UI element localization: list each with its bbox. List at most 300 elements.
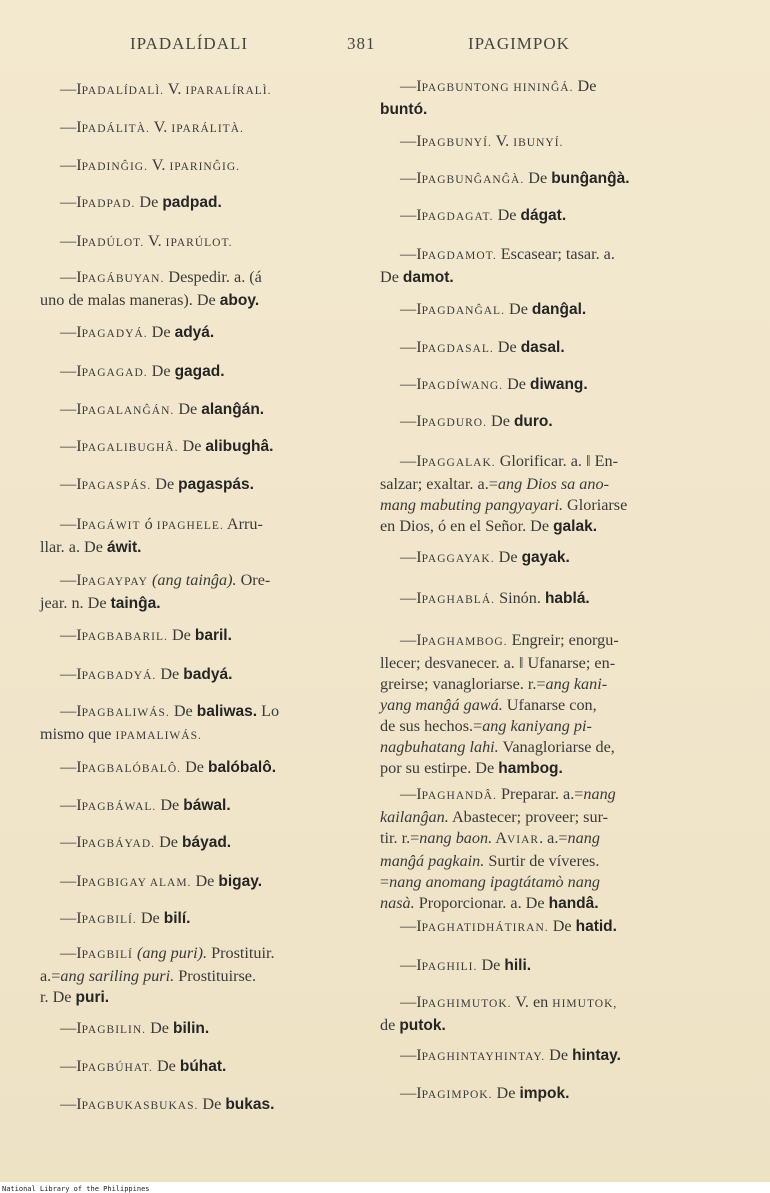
example-phrase: nagbuhatang lahi. [380, 738, 499, 756]
entry-text: De [573, 77, 597, 95]
entry-text: —I [400, 785, 422, 803]
dictionary-entry [380, 244, 686, 288]
dictionary-entry [40, 701, 358, 747]
dictionary-entry [40, 361, 358, 384]
dictionary-entry [40, 231, 358, 254]
entry-text: Ufanarse con, [502, 696, 597, 714]
entry-text: —I [60, 1095, 82, 1113]
dictionary-entry [380, 205, 686, 228]
entry-text: en Dios, ó en el Señor. De [380, 517, 554, 535]
entry-text: —I [400, 956, 422, 974]
headword-smallcaps: PAGAYPAY [81, 576, 148, 588]
entry-text: —I [60, 796, 82, 814]
root-word: badyá. [183, 666, 233, 683]
example-phrase: yang manĝá gawá. [380, 696, 503, 714]
dictionary-entry [40, 664, 358, 687]
example-phrase: mang mabuting pangyayari. [380, 496, 563, 514]
headword-smallcaps: PAGDANĜAL. [421, 305, 505, 317]
entry-text: De [380, 268, 403, 286]
entry-text: —I [60, 1019, 82, 1037]
entry-line [380, 1083, 686, 1106]
example-phrase: nasà. [380, 894, 415, 912]
entry-line [380, 1015, 686, 1036]
entry-line [40, 399, 358, 422]
headword-smallcaps: PADPAD. [81, 198, 136, 210]
entry-text: —I [60, 1057, 82, 1075]
entry-text: De [487, 412, 514, 430]
example-phrase: kailanĝan. [380, 808, 449, 826]
headword-smallcaps: PAGHAMBOG. [421, 636, 508, 648]
entry-text: Escasear; tasar. a. [496, 245, 615, 263]
root-word: bilin. [173, 1020, 210, 1037]
entry-text: De [504, 300, 532, 318]
entry-text: De [181, 758, 208, 776]
entry-text: De [135, 193, 163, 211]
dictionary-entry [40, 117, 358, 140]
entry-text: —I [60, 515, 82, 533]
root-word: áwit. [106, 539, 142, 556]
entry-text: uno de malas maneras). De [40, 291, 220, 309]
dictionary-entry [40, 871, 358, 894]
example-phrase: ang Dios sa ano- [497, 475, 609, 493]
headword-smallcaps: PADÁLITÀ. [81, 123, 150, 135]
entry-text: —I [400, 132, 422, 150]
entry-text: —I [60, 323, 82, 341]
root-word: diwang. [530, 376, 588, 393]
entry-text: De [191, 872, 219, 890]
entry-text: —I [60, 437, 82, 455]
entry-line [380, 893, 686, 914]
entry-line [40, 155, 358, 178]
root-word: putok. [399, 1017, 446, 1034]
entry-text: —I [60, 232, 82, 250]
root-word: dágat. [520, 207, 567, 224]
entry-line [380, 828, 686, 851]
headword-smallcaps: PAGHATIDHÁTIRAN. [421, 922, 549, 934]
entry-line [380, 784, 686, 807]
headword-smallcaps: IPARÚLOT. [165, 237, 233, 249]
entry-text: Lo [257, 702, 280, 720]
root-word: adyá. [174, 324, 215, 341]
dictionary-entry [40, 795, 358, 818]
root-word: pagaspás. [178, 476, 254, 493]
headword-smallcaps: PAGBUNĜANĜÀ. [421, 174, 525, 186]
root-word: impok. [519, 1085, 570, 1102]
entry-line [380, 807, 686, 828]
dictionary-entry [40, 832, 358, 855]
root-word: aboy. [219, 292, 260, 309]
entry-text: V. [149, 118, 172, 136]
dictionary-entry [40, 625, 358, 648]
entry-line [40, 537, 358, 558]
entry-line [380, 516, 686, 537]
entry-text: V. [147, 156, 170, 174]
headword-smallcaps: PAGBADYÁ. [81, 670, 157, 682]
entry-text: Arru- [223, 515, 263, 533]
entry-text: V. [491, 132, 514, 150]
entry-text: r. De [40, 988, 76, 1006]
entry-line [40, 987, 358, 1008]
entry-text: De [152, 1057, 180, 1075]
entry-line [380, 244, 686, 267]
entry-text: —I [60, 475, 82, 493]
entry-line [380, 955, 686, 978]
entry-text: —I [60, 833, 82, 851]
entry-line [380, 299, 686, 322]
dictionary-entry [40, 908, 358, 931]
dictionary-entry [380, 131, 686, 154]
entry-line [380, 653, 686, 674]
entry-text: V. en [511, 993, 553, 1011]
example-phrase: nang [567, 829, 600, 847]
dictionary-entry [380, 337, 686, 360]
entry-text: Engreir; enorgu- [507, 631, 619, 649]
dictionary-entry [380, 299, 686, 322]
headword-smallcaps: PAGHINTAYHINTAY. [421, 1051, 546, 1063]
root-word: tainĝa. [110, 595, 161, 612]
entry-text: de [380, 1016, 400, 1034]
dictionary-entry [380, 784, 686, 914]
entry-line [380, 131, 686, 154]
root-word: dasal. [520, 339, 565, 356]
entry-text: Ore- [236, 571, 271, 589]
entry-text: De [156, 665, 184, 683]
entry-text: por su estirpe. De [380, 759, 499, 777]
entry-line [380, 737, 686, 758]
dictionary-entry [380, 955, 686, 978]
entry-line [380, 76, 686, 99]
entry-text: —I [400, 1046, 422, 1064]
entry-line [380, 851, 686, 872]
entry-text: —I [60, 665, 82, 683]
dictionary-entry [40, 1094, 358, 1117]
entry-text: —I [400, 631, 422, 649]
dictionary-entry [40, 79, 358, 102]
dictionary-entry [40, 570, 358, 614]
entry-text: De [545, 1046, 573, 1064]
entry-text: De [198, 1095, 226, 1113]
headword-smallcaps: PAGBILÍ [81, 949, 133, 961]
entry-line [40, 570, 358, 593]
entry-line [380, 872, 686, 893]
example-phrase: nang [583, 785, 616, 803]
headword-smallcaps: PAGADYÁ. [81, 328, 148, 340]
entry-line [380, 411, 686, 434]
entry-line [380, 374, 686, 397]
entry-text: —I [400, 169, 422, 187]
entry-text: —I [60, 118, 82, 136]
headword-smallcaps: IBUNYÍ. [513, 137, 564, 149]
entry-text: De [174, 400, 202, 418]
entry-line [40, 267, 358, 290]
entry-line [40, 871, 358, 894]
headword-smallcaps: PAGBUNTONG HININĜÁ. [421, 82, 574, 94]
entry-text: De [493, 206, 521, 224]
page-number: 381 [347, 34, 376, 53]
entry-line [380, 474, 686, 495]
root-word: handâ. [548, 895, 599, 912]
dictionary-entry [380, 588, 686, 611]
entry-text: De [147, 323, 175, 341]
dictionary-entry [40, 757, 358, 780]
headword-smallcaps: PAGALIBUGHÂ. [81, 442, 179, 454]
dictionary-entry [380, 1045, 686, 1068]
headword-smallcaps: PADALÍDALÌ. [81, 85, 165, 97]
root-word: báyad. [182, 834, 232, 851]
headword-smallcaps: PAGBABARIL. [81, 631, 168, 643]
entry-text: —I [60, 362, 82, 380]
headword-smallcaps: PAGGALAK. [421, 457, 496, 469]
entry-text: A [492, 829, 507, 847]
entry-text: de sus hechos.= [380, 717, 483, 735]
entry-line [40, 757, 358, 780]
entry-text: —I [400, 375, 422, 393]
entry-text: —I [400, 452, 422, 470]
entry-text: Prostituirse. [174, 967, 256, 985]
entry-text: = [380, 873, 390, 891]
headword-smallcaps: PAGDÍWANG. [421, 380, 504, 392]
entry-line [40, 664, 358, 687]
entry-text: a.= [40, 967, 61, 985]
entry-text: —I [60, 156, 82, 174]
entry-line [380, 267, 686, 288]
dictionary-entry [380, 451, 686, 537]
entry-line [380, 1045, 686, 1068]
dictionary-entry [380, 1083, 686, 1106]
headword-smallcaps: PAGDAMOT. [421, 250, 497, 262]
root-word: hintay. [572, 1047, 621, 1064]
root-word: baliwas. [196, 703, 258, 720]
headword-smallcaps: IPARALÍRALÌ. [185, 85, 272, 97]
root-word: bilí. [163, 910, 191, 927]
entry-line [40, 474, 358, 497]
headword-smallcaps: IPARÁLITÀ. [171, 123, 244, 135]
entry-text: —I [400, 993, 422, 1011]
dictionary-entry [40, 322, 358, 345]
headword-smallcaps: IPARINĜIG. [169, 161, 241, 173]
dictionary-entry [40, 155, 358, 178]
entry-text: —I [60, 758, 82, 776]
entry-line [380, 495, 686, 516]
entry-text: Sinón. [495, 589, 545, 607]
headword-smallcaps: IPAMALIWÁS. [115, 730, 202, 742]
root-word: balóbalô. [207, 759, 277, 776]
entry-text: De [493, 338, 521, 356]
entry-text: jear. n. De [40, 594, 111, 612]
headword-smallcaps: PAGDAGAT. [421, 211, 494, 223]
root-word: bunĝanĝà. [551, 170, 630, 187]
entry-line [380, 451, 686, 474]
header-right-guide-word: IPAGIMPOK [468, 34, 570, 53]
entry-line [40, 593, 358, 614]
entry-line [40, 966, 358, 987]
entry-text: mismo que [40, 725, 116, 743]
headword-smallcaps: PAGGAYAK. [421, 553, 495, 565]
headword-smallcaps: PAGÁBUYAN. [81, 273, 165, 285]
headword-smallcaps: PAGBÚHAT. [81, 1062, 153, 1074]
entry-text: De [548, 917, 576, 935]
dictionary-entry [40, 399, 358, 422]
entry-line [40, 625, 358, 648]
headword-smallcaps: PAGHABLÁ. [421, 594, 496, 606]
dictionary-entry [40, 192, 358, 215]
entry-line [40, 832, 358, 855]
entry-line [40, 290, 358, 311]
dictionary-entry [380, 374, 686, 397]
root-word: bigay. [218, 873, 263, 890]
entry-text: —I [400, 338, 422, 356]
example-phrase: (ang tainĝa). [147, 571, 237, 589]
dictionary-entry [380, 916, 686, 939]
entry-line [40, 514, 358, 537]
root-word: damot. [402, 269, 454, 286]
dictionary-entry [40, 514, 358, 558]
root-word: bukas. [225, 1096, 275, 1113]
entry-text: llecer; desvanecer. a. ‖ Ufanarse; en- [380, 654, 616, 672]
dictionary-entry [380, 411, 686, 434]
entry-line [40, 701, 358, 724]
headword-smallcaps: PADÚLOT. [81, 237, 145, 249]
headword-smallcaps: PAGBÁYAD. [81, 838, 156, 850]
headword-smallcaps: PAGBILÍ. [81, 914, 137, 926]
header-left-guide-word: IPADALÍDALI [130, 34, 249, 53]
entry-line [380, 716, 686, 737]
entry-line [40, 1094, 358, 1117]
headword-smallcaps: PAGBILIN. [81, 1024, 147, 1036]
entry-text: —I [400, 412, 422, 430]
entry-text: —I [400, 589, 422, 607]
entry-line [40, 1018, 358, 1041]
entry-text: —I [60, 626, 82, 644]
dictionary-entry [380, 547, 686, 570]
entry-text: Proporcionar. a. De [414, 894, 549, 912]
entry-text: llar. a. De [40, 538, 107, 556]
root-word: gayak. [521, 549, 570, 566]
entry-text: —I [60, 702, 82, 720]
entry-text: De [156, 796, 184, 814]
entry-text: —I [400, 245, 422, 263]
entry-text: Despedir. a. (á [164, 268, 262, 286]
entry-text: De [178, 437, 206, 455]
entry-text: —I [60, 872, 82, 890]
root-word: báwal. [183, 797, 231, 814]
entry-text: V. [144, 232, 166, 250]
entry-line [380, 758, 686, 779]
headword-smallcaps: PAGHILI. [421, 961, 478, 973]
headword-smallcaps: PAGBUNYÍ. [421, 137, 492, 149]
entry-line [380, 630, 686, 653]
entry-text: De [477, 956, 505, 974]
entry-line [40, 361, 358, 384]
entry-line [380, 916, 686, 939]
root-word: padpad. [162, 194, 222, 211]
headword-smallcaps: PAGBALÓBALÔ. [81, 763, 182, 775]
entry-line [40, 943, 358, 966]
entry-line [40, 192, 358, 215]
entry-text: Preparar. a.= [496, 785, 584, 803]
headword-smallcaps: PADINĜIG. [81, 161, 148, 173]
root-word: buntó. [380, 101, 428, 118]
root-word: puri. [75, 989, 110, 1006]
running-header [0, 34, 770, 60]
entry-text: De [136, 909, 164, 927]
entry-line [380, 674, 686, 695]
entry-line [380, 168, 686, 191]
entry-text: Prostituir. [207, 944, 275, 962]
root-word: gagad. [174, 363, 225, 380]
entry-line [380, 547, 686, 570]
entry-text: —I [60, 80, 82, 98]
entry-text: ó [140, 515, 157, 533]
root-word: hili. [504, 957, 532, 974]
entry-text: De [169, 702, 197, 720]
root-word: hatid. [575, 918, 617, 935]
example-phrase: nang anomang ipagtátamò nang [389, 873, 601, 891]
entry-line [40, 322, 358, 345]
entry-text: greirse; vanagloriarse. r.= [380, 675, 546, 693]
entry-line [380, 337, 686, 360]
dictionary-entry [40, 474, 358, 497]
entry-line [40, 724, 358, 747]
entry-line [380, 992, 686, 1015]
root-word: hablá. [544, 590, 590, 607]
dictionary-entry [40, 267, 358, 311]
entry-line [380, 205, 686, 228]
root-word: alanĝán. [201, 401, 265, 418]
entry-line [40, 436, 358, 459]
entry-text: Vanagloriarse de, [498, 738, 615, 756]
dictionary-entry [380, 168, 686, 191]
entry-text: V. [164, 80, 186, 98]
headword-smallcaps: PAGBUKASBUKAS. [81, 1100, 199, 1112]
entry-line [40, 908, 358, 931]
entry-text: salzar; exaltar. a.= [380, 475, 498, 493]
root-word: hambog. [498, 760, 563, 777]
example-phrase: ang kaniyang pi- [482, 717, 592, 735]
entry-text: De [155, 833, 182, 851]
entry-text: . a.= [539, 829, 568, 847]
headword-smallcaps: IPAGHELE. [156, 520, 224, 532]
entry-text: De [147, 362, 175, 380]
entry-line [40, 117, 358, 140]
headword-smallcaps: PAGHIMUTOK. [421, 998, 512, 1010]
entry-text: De [167, 626, 195, 644]
entry-text: —I [60, 909, 82, 927]
dictionary-entry [40, 1056, 358, 1079]
entry-text: Glorificar. a. ‖ En- [495, 452, 618, 470]
headword-smallcaps: PAGDASAL. [421, 343, 494, 355]
entry-text: —I [400, 77, 422, 95]
entry-text: De [524, 169, 552, 187]
entry-text: —I [60, 571, 82, 589]
entry-text: De [146, 1019, 174, 1037]
entry-line [380, 99, 686, 120]
entry-line [40, 231, 358, 254]
headword-smallcaps: PAGHANDÂ. [421, 790, 497, 802]
root-word: galak. [553, 518, 598, 535]
headword-smallcaps: PAGBIGAY ALAM. [81, 877, 192, 889]
headword-smallcaps: PAGIMPOK. [421, 1089, 493, 1101]
entry-text: —I [60, 944, 82, 962]
dictionary-entry [40, 1018, 358, 1041]
entry-text: —I [60, 268, 82, 286]
entry-text: —I [400, 1084, 422, 1102]
headword-smallcaps: PAGASPÁS. [81, 480, 152, 492]
entry-text: tir. r.= [380, 829, 420, 847]
headword-smallcaps: PAGBÁWAL. [81, 801, 157, 813]
example-phrase: manĝá pagkain. [380, 852, 485, 870]
entry-text: —I [60, 400, 82, 418]
